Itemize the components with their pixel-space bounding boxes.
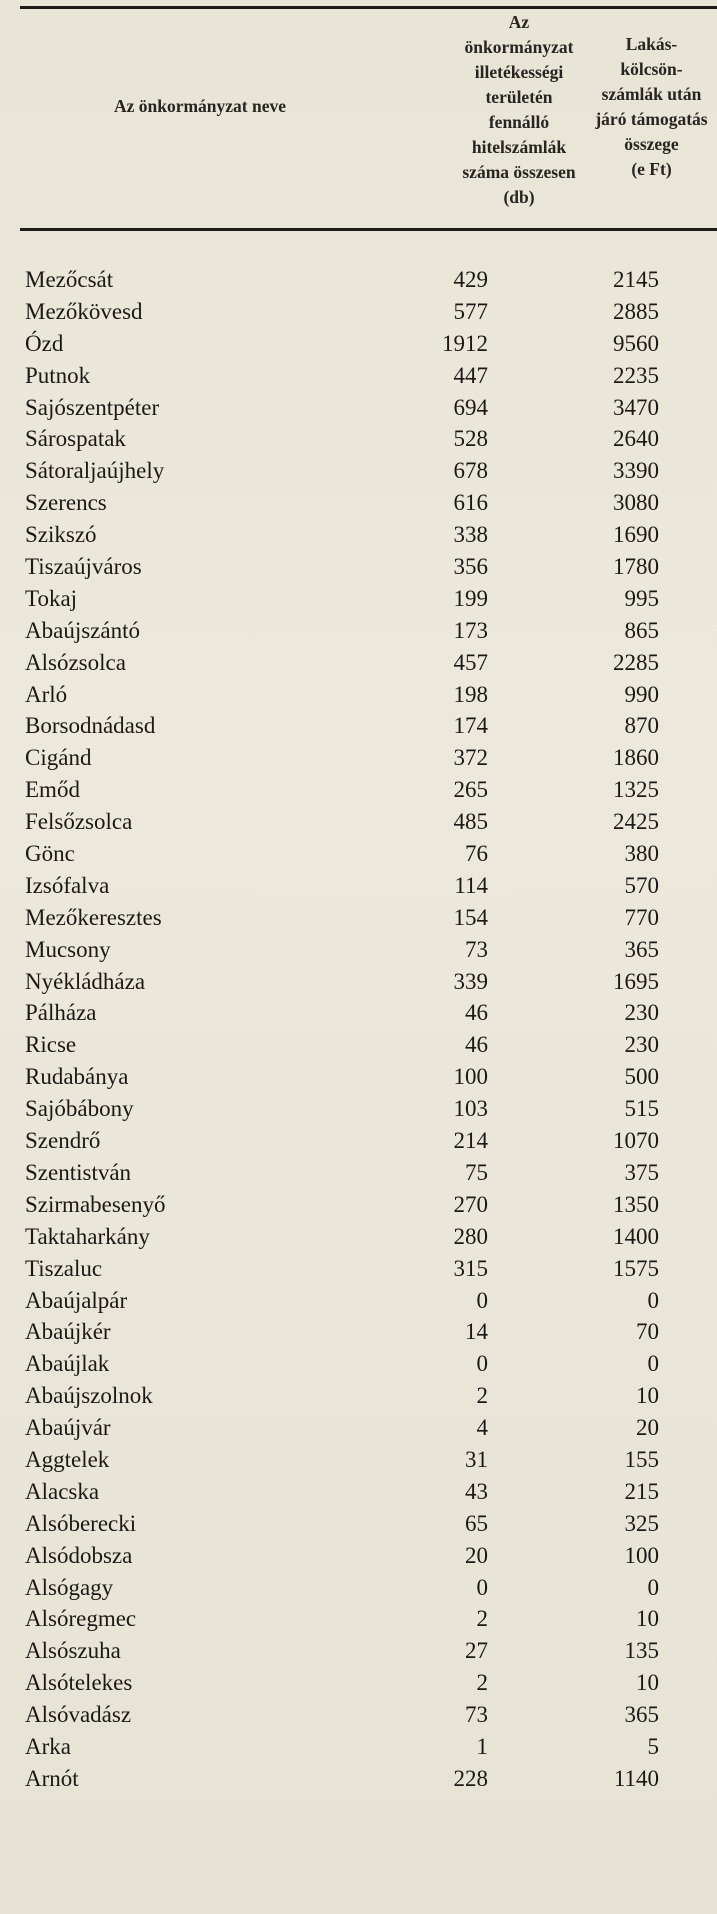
header-count-line: (db) [503,187,535,207]
table-row [0,1125,717,1157]
municipality-name: Alsótelekes [25,1670,133,1696]
municipality-name: Borsodnádasd [25,713,156,739]
account-count: 73 [465,1702,488,1728]
header-count-line: fennálló [488,112,550,132]
table-row [0,1285,717,1317]
subsidy-amount: 3390 [613,458,659,484]
account-count: 2 [476,1383,488,1409]
subsidy-amount: 3470 [613,394,659,420]
subsidy-amount: 70 [636,1319,659,1345]
account-count: 174 [453,713,488,739]
municipality-name: Abaújszántó [25,617,140,643]
subsidy-amount: 375 [624,1159,659,1185]
account-count: 100 [453,1064,488,1090]
subsidy-amount: 870 [624,713,659,739]
municipality-name: Szentistván [25,1159,132,1185]
header-count-line: Az [508,12,530,32]
subsidy-amount: 10 [636,1670,659,1696]
header-amount-line: Lakás- [625,34,678,54]
account-count: 457 [453,649,488,675]
subsidy-amount: 100 [624,1542,659,1568]
subsidy-amount: 155 [624,1446,659,1472]
table-row [0,966,717,998]
table-row [0,423,717,455]
table-row [0,1061,717,1093]
table-row [0,1540,717,1572]
header-amount-line: kölcsön- [620,59,683,79]
subsidy-amount: 380 [624,841,659,867]
subsidy-amount: 0 [647,1351,659,1377]
subsidy-amount: 570 [624,872,659,898]
municipality-name: Szikszó [25,522,97,548]
subsidy-amount: 365 [624,936,659,962]
account-count: 577 [453,298,488,324]
account-count: 0 [476,1574,488,1600]
account-count: 65 [465,1510,488,1536]
account-count: 356 [453,554,488,580]
account-count: 75 [465,1159,488,1185]
municipality-name: Alsóregmec [25,1606,137,1632]
account-count: 20 [465,1542,488,1568]
table-row [0,1253,717,1285]
table-row [0,1316,717,1348]
account-count: 528 [453,426,488,452]
subsidy-amount: 2145 [613,267,659,292]
table-row [0,742,717,774]
account-count: 114 [454,872,488,898]
header-count-line: területén [485,87,553,107]
account-count: 1 [476,1733,488,1759]
table-row [0,1221,717,1253]
account-count: 46 [465,1032,488,1058]
account-count: 429 [453,267,488,292]
table-row [0,838,717,870]
account-count: 678 [453,458,488,484]
account-count: 198 [453,681,488,707]
subsidy-amount: 2285 [613,649,659,675]
table-row [0,1189,717,1221]
subsidy-amount: 0 [647,1574,659,1600]
header-amount-column [586,32,717,182]
account-count: 315 [453,1255,488,1281]
municipality-name: Sajószentpéter [25,394,160,420]
account-count: 270 [453,1191,488,1217]
municipality-name: Ricse [25,1032,77,1058]
table-row [0,583,717,615]
table-row [0,1572,717,1604]
municipality-name: Taktaharkány [25,1223,150,1249]
account-count: 228 [453,1765,488,1791]
table-row [0,392,717,424]
account-count: 76 [465,841,488,867]
table-row [0,934,717,966]
table-row [0,679,717,711]
account-count: 447 [453,362,488,388]
table-row [0,774,717,806]
account-count: 46 [465,1000,488,1026]
account-count: 73 [465,936,488,962]
municipality-name: Pálháza [25,1000,97,1026]
table-row [0,1763,717,1795]
subsidy-amount: 1690 [613,522,659,548]
table-row [0,519,717,551]
table-row [0,1508,717,1540]
account-count: 43 [465,1478,488,1504]
subsidy-amount: 0 [647,1287,659,1313]
header-count-line: hitelszámlák [471,137,567,157]
municipality-name: Szerencs [25,490,107,516]
table-row [0,710,717,742]
municipality-name: Tiszaújváros [25,554,142,580]
municipality-name: Nyékládháza [25,968,146,994]
subsidy-amount: 500 [624,1064,659,1090]
table-row [0,1380,717,1412]
table-row [0,1412,717,1444]
municipality-name: Cigánd [25,745,92,771]
municipality-name: Sátoraljaújhely [25,458,165,484]
subsidy-amount: 230 [624,1000,659,1026]
municipality-name: Mezőkeresztes [25,904,162,930]
municipality-name: Felsőzsolca [25,809,133,835]
account-count: 338 [453,522,488,548]
subsidy-amount: 10 [636,1383,659,1409]
municipality-name: Abaújalpár [25,1287,128,1313]
account-count: 173 [453,617,488,643]
municipality-name: Mezőkövesd [25,298,143,324]
subsidy-amount: 365 [624,1702,659,1728]
subsidy-amount: 20 [636,1415,659,1441]
municipality-name: Emőd [25,777,80,803]
subsidy-amount: 325 [624,1510,659,1536]
table-row [0,1444,717,1476]
municipality-name: Arnót [25,1765,79,1791]
subsidy-amount: 1070 [613,1128,659,1154]
account-count: 0 [476,1287,488,1313]
account-count: 280 [453,1223,488,1249]
municipality-name: Aggtelek [25,1446,110,1472]
header-amount-line: (e Ft) [631,159,672,179]
subsidy-amount: 2425 [613,809,659,835]
table-row [0,1699,717,1731]
subsidy-amount: 230 [624,1032,659,1058]
header-amount-line: számlák után [601,84,702,104]
municipality-name: Tiszaluc [25,1255,103,1281]
municipality-name: Alsózsolca [25,649,126,675]
table-row [0,1731,717,1763]
table-row [0,1476,717,1508]
municipality-name: Abaújkér [25,1319,111,1345]
municipality-name: Sajóbábony [25,1096,134,1122]
table-row [0,264,717,296]
header-count-line: illetékességi [474,62,564,82]
account-count: 27 [465,1638,488,1664]
subsidy-amount: 215 [624,1478,659,1504]
municipality-name: Tokaj [25,585,78,611]
municipality-name: Abaújvár [25,1415,111,1441]
header-amount-line: járó támogatás [595,109,708,129]
subsidy-amount: 3080 [613,490,659,516]
account-count: 31 [465,1446,488,1472]
subsidy-amount: 5 [647,1733,659,1759]
account-count: 14 [465,1319,488,1345]
municipality-name: Alsószuha [25,1638,121,1664]
account-count: 2 [476,1670,488,1696]
municipality-name: Szendrő [25,1128,101,1154]
subsidy-amount: 995 [624,585,659,611]
subsidy-amount: 515 [624,1096,659,1122]
municipality-name: Rudabánya [25,1064,129,1090]
municipality-name: Sárospatak [25,426,126,452]
municipality-name: Alsódobsza [25,1542,133,1568]
municipality-name: Gönc [25,841,75,867]
municipality-name: Alsógagy [25,1574,114,1600]
subsidy-amount: 1140 [613,1765,659,1791]
table-row [0,806,717,838]
subsidy-amount: 2235 [613,362,659,388]
table-top-rule [20,6,717,9]
municipality-name: Arka [25,1733,71,1759]
table-row [0,1603,717,1635]
municipality-name: Abaújszolnok [25,1383,153,1409]
table-row [0,296,717,328]
table-row [0,551,717,583]
table-row [0,1093,717,1125]
account-count: 103 [453,1096,488,1122]
subsidy-amount: 1695 [613,968,659,994]
table-row [0,647,717,679]
table-body [0,264,717,1795]
header-name-column: Az önkormányzat neve [113,96,287,116]
municipality-name: Mezőcsát [25,267,114,292]
table-row [0,1635,717,1667]
municipality-name: Putnok [25,362,91,388]
municipality-name: Szirmabesenyő [25,1191,166,1217]
account-count: 616 [453,490,488,516]
municipality-name: Arló [25,681,68,707]
account-count: 694 [453,394,488,420]
account-count: 265 [453,777,488,803]
subsidy-amount: 135 [624,1638,659,1664]
header-count-line: önkormányzat [464,37,574,57]
municipality-name: Ózd [25,330,64,356]
subsidy-amount: 10 [636,1606,659,1632]
subsidy-amount: 2640 [613,426,659,452]
municipality-name: Mucsony [25,936,111,962]
account-count: 1912 [442,330,488,356]
table-row [0,455,717,487]
account-count: 214 [453,1128,488,1154]
account-count: 2 [476,1606,488,1632]
table-row [0,615,717,647]
header-count-line: száma összesen [462,162,576,182]
subsidy-amount: 1400 [613,1223,659,1249]
subsidy-amount: 1860 [613,745,659,771]
municipality-name: Alsóberecki [25,1510,137,1536]
header-amount-line: összege [624,134,679,154]
subsidy-amount: 2885 [613,298,659,324]
table-row [0,1157,717,1189]
subsidy-amount: 990 [624,681,659,707]
table-row [0,1348,717,1380]
table-row [0,1029,717,1061]
table-row [0,870,717,902]
subsidy-amount: 1575 [613,1255,659,1281]
table-row [0,902,717,934]
municipality-name: Alacska [25,1478,100,1504]
municipality-name: Izsófalva [25,872,110,898]
table-row [0,997,717,1029]
subsidy-amount: 1350 [613,1191,659,1217]
table-row [0,1667,717,1699]
account-count: 372 [453,745,488,771]
municipality-name: Alsóvadász [25,1702,132,1728]
subsidy-amount: 9560 [613,330,659,356]
account-count: 0 [476,1351,488,1377]
municipality-name: Abaújlak [25,1351,110,1377]
account-count: 199 [453,585,488,611]
table-row [0,360,717,392]
subsidy-amount: 865 [624,617,659,643]
subsidy-amount: 1325 [613,777,659,803]
table-row [0,328,717,360]
account-count: 4 [476,1415,488,1441]
table-row [0,487,717,519]
account-count: 485 [453,809,488,835]
header-bottom-rule [20,228,717,231]
subsidy-amount: 1780 [613,554,659,580]
account-count: 154 [453,904,488,930]
subsidy-amount: 770 [624,904,659,930]
account-count: 339 [453,968,488,994]
